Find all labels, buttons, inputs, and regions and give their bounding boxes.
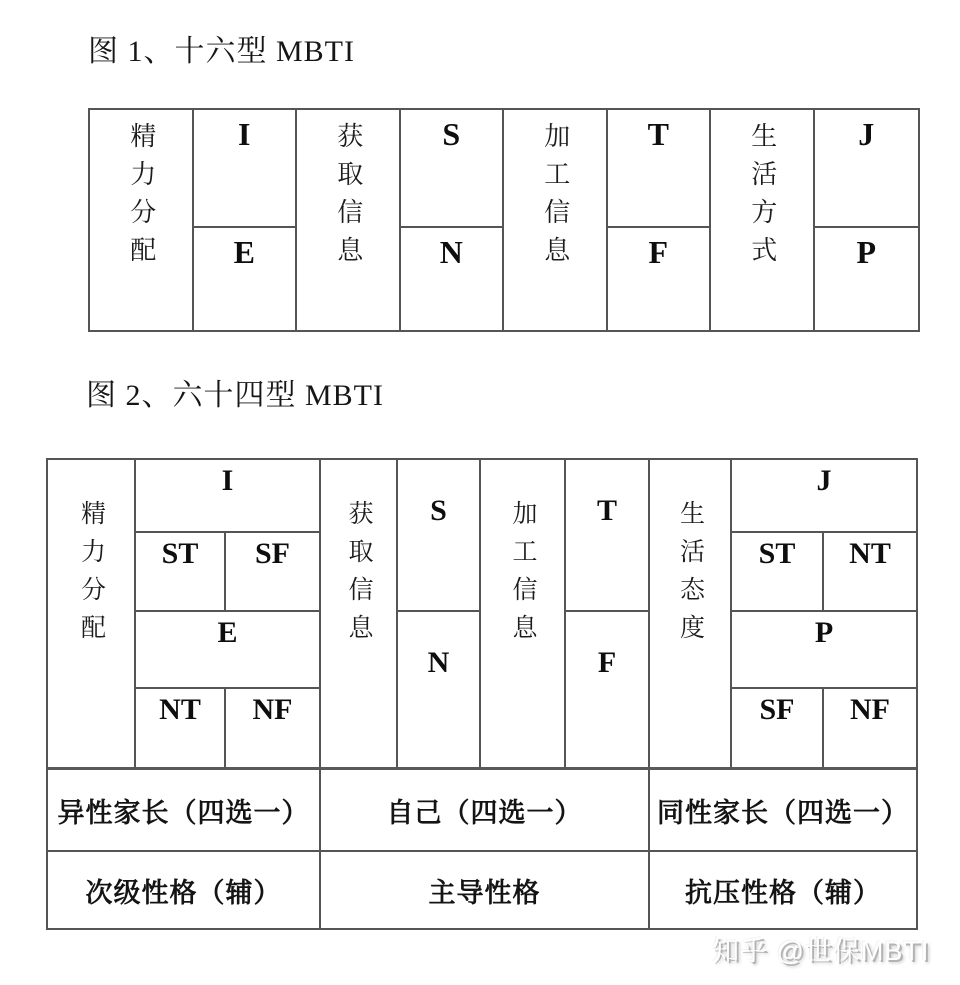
fig2-energy-label: 精力分配 (77, 500, 105, 652)
fig2-self-cell: 自己（四选一） (321, 770, 650, 852)
fig1-cell-thinking: T (608, 110, 712, 228)
fig1-info-label: 获取信息 (333, 122, 363, 274)
fig2-cell-j-st: ST (732, 533, 824, 612)
fig2-energy-label-cell (48, 460, 136, 770)
fig1-process-label-cell (504, 110, 608, 330)
fig2-process-label-cell (481, 460, 566, 770)
table-64type-mbti (46, 458, 918, 930)
fig1-energy-label-cell (90, 110, 194, 330)
fig1-cell-introvert: I (194, 110, 298, 228)
fig2-cell-e-nf: NF (226, 689, 321, 770)
fig2-cell-thinking: T (566, 460, 650, 612)
fig1-cell-intuition: N (401, 228, 505, 330)
fig1-cell-extravert: E (194, 228, 298, 330)
fig2-cell-j: J (732, 460, 916, 533)
fig2-opposite-sex-parent-cell: 异性家长（四选一） (48, 770, 321, 852)
fig1-energy-label: 精力分配 (126, 122, 156, 274)
fig2-secondary-personality-cell: 次级性格（辅） (48, 852, 321, 928)
fig1-cell-sensing: S (401, 110, 505, 228)
fig2-attitude-label-cell (650, 460, 732, 770)
fig2-process-label: 加工信息 (509, 500, 536, 652)
fig2-cell-p-nf: NF (824, 689, 916, 770)
figure2-title: 图 2、六十四型 MBTI (86, 379, 384, 412)
fig1-cell-feeling: F (608, 228, 712, 330)
fig2-cell-i: I (136, 460, 321, 533)
fig2-cell-j-nt: NT (824, 533, 916, 612)
fig2-cell-i-st: ST (136, 533, 226, 612)
fig2-attitude-label: 生活态度 (676, 500, 704, 652)
fig1-lifestyle-label: 生活方式 (747, 122, 777, 274)
fig1-lifestyle-label-cell (711, 110, 815, 330)
fig2-cell-p: P (732, 612, 916, 689)
fig2-info-label: 获取信息 (345, 500, 372, 652)
fig2-cell-e-nt: NT (136, 689, 226, 770)
fig2-cell-e: E (136, 612, 321, 689)
fig2-same-sex-parent-cell: 同性家长（四选一） (650, 770, 916, 852)
fig1-info-label-cell (297, 110, 401, 330)
table-16type-mbti (88, 108, 920, 332)
fig1-process-label: 加工信息 (540, 122, 570, 274)
fig2-cell-sensing: S (398, 460, 481, 612)
fig2-info-label-cell (321, 460, 398, 770)
fig1-cell-perceiving: P (856, 234, 877, 270)
fig2-cell-i-sf: SF (226, 533, 321, 612)
fig2-cell-feeling: F (566, 612, 650, 770)
fig1-cell-judging: J (815, 110, 919, 228)
fig2-cell-intuition: N (398, 612, 481, 770)
figure1-title: 图 1、十六型 MBTI (88, 35, 355, 68)
fig2-cell-p-sf: SF (732, 689, 824, 770)
fig2-dominant-personality-cell: 主导性格 (321, 852, 650, 928)
zhihu-watermark: 知乎 @世保MBTI (712, 936, 930, 966)
fig2-stress-resistant-personality-cell: 抗压性格（辅） (685, 877, 881, 908)
